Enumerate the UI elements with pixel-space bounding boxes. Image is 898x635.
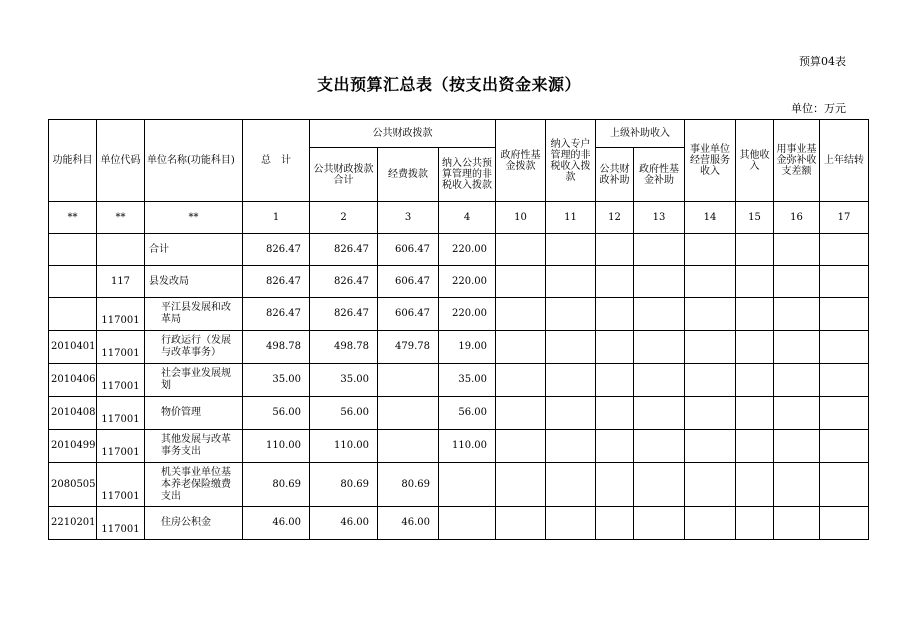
empty-cell	[820, 266, 869, 298]
total-cell: 46.00	[243, 507, 310, 540]
col-header-higher-subsidy-group: 上级补助收入	[596, 120, 685, 148]
operating-cell: 606.47	[378, 298, 439, 331]
empty-cell	[596, 234, 634, 266]
empty-cell	[685, 397, 736, 430]
unit-name-cell: 合计	[145, 234, 243, 266]
empty-cell	[820, 364, 869, 397]
pf-total-cell: 826.47	[310, 298, 378, 331]
empty-cell	[596, 298, 634, 331]
index-cell: 4	[439, 202, 496, 234]
empty-cell	[634, 397, 685, 430]
empty-cell	[685, 364, 736, 397]
empty-cell	[685, 298, 736, 331]
empty-cell	[820, 298, 869, 331]
operating-cell	[378, 364, 439, 397]
operating-cell	[378, 430, 439, 463]
total-cell: 35.00	[243, 364, 310, 397]
empty-cell	[546, 364, 596, 397]
empty-cell	[685, 266, 736, 298]
empty-cell	[820, 331, 869, 364]
empty-cell	[496, 430, 546, 463]
empty-cell	[634, 430, 685, 463]
empty-cell	[774, 266, 820, 298]
non-tax-cell: 220.00	[439, 266, 496, 298]
table-row	[49, 507, 869, 540]
empty-cell	[546, 397, 596, 430]
unit-code-cell	[97, 234, 145, 266]
func-code-cell	[49, 298, 97, 331]
empty-cell	[820, 397, 869, 430]
pf-total-cell: 826.47	[310, 234, 378, 266]
total-cell: 826.47	[243, 298, 310, 331]
empty-cell	[546, 298, 596, 331]
table-row	[49, 430, 869, 463]
empty-cell	[634, 298, 685, 331]
unit-name-cell: 其他发展与改革事务支出	[145, 430, 243, 463]
col-header-higher-public: 公共财政补助	[596, 148, 634, 202]
col-header-public-finance-group: 公共财政拨款	[310, 120, 496, 148]
func-code-cell	[49, 266, 97, 298]
unit-code-cell: 117	[97, 266, 145, 298]
empty-cell	[596, 397, 634, 430]
empty-cell	[596, 364, 634, 397]
table-row	[49, 364, 869, 397]
empty-cell	[496, 364, 546, 397]
empty-cell	[546, 234, 596, 266]
empty-cell	[736, 430, 774, 463]
table-row	[49, 298, 869, 331]
total-cell: 826.47	[243, 266, 310, 298]
empty-cell	[774, 331, 820, 364]
empty-cell	[774, 430, 820, 463]
empty-cell	[596, 331, 634, 364]
index-cell: 1	[243, 202, 310, 234]
empty-cell	[820, 507, 869, 540]
pf-total-cell: 110.00	[310, 430, 378, 463]
col-header-higher-gov-fund: 政府性基金补助	[634, 148, 685, 202]
func-code-cell: 2010408	[49, 397, 97, 430]
table-row	[49, 463, 869, 507]
col-header-fund-balance: 用事业基金弥补收支差额	[774, 120, 820, 202]
empty-cell	[736, 364, 774, 397]
empty-cell	[820, 430, 869, 463]
form-number: 预算04表	[799, 55, 846, 68]
empty-cell	[736, 397, 774, 430]
empty-cell	[685, 430, 736, 463]
empty-cell	[596, 430, 634, 463]
empty-cell	[496, 397, 546, 430]
empty-cell	[546, 266, 596, 298]
index-cell: 12	[596, 202, 634, 234]
col-header-other-income: 其他收入	[736, 120, 774, 202]
empty-cell	[634, 331, 685, 364]
index-cell: 11	[546, 202, 596, 234]
table-row	[49, 266, 869, 298]
unit-code-cell: 117001	[97, 331, 145, 364]
non-tax-cell: 56.00	[439, 397, 496, 430]
empty-cell	[634, 463, 685, 507]
non-tax-cell: 35.00	[439, 364, 496, 397]
unit-code-cell: 117001	[97, 364, 145, 397]
unit-name-cell: 行政运行（发展与改革事务）	[145, 331, 243, 364]
index-cell: 13	[634, 202, 685, 234]
col-header-total: 总 计	[243, 120, 310, 202]
index-cell: **	[145, 202, 243, 234]
empty-cell	[736, 234, 774, 266]
empty-cell	[685, 234, 736, 266]
unit-code-cell: 117001	[97, 298, 145, 331]
col-header-carry-over: 上年结转	[820, 120, 869, 202]
unit-code-cell: 117001	[97, 507, 145, 540]
pf-total-cell: 80.69	[310, 463, 378, 507]
unit-name-cell: 平江县发展和改革局	[145, 298, 243, 331]
empty-cell	[496, 463, 546, 507]
operating-cell	[378, 397, 439, 430]
col-header-non-tax: 纳入公共预算管理的非税收入拨款	[439, 148, 496, 202]
empty-cell	[596, 266, 634, 298]
unit-code-cell: 117001	[97, 463, 145, 507]
unit-name-cell: 住房公积金	[145, 507, 243, 540]
unit-code-cell: 117001	[97, 397, 145, 430]
non-tax-cell	[439, 507, 496, 540]
pf-total-cell: 46.00	[310, 507, 378, 540]
empty-cell	[634, 507, 685, 540]
index-cell: 16	[774, 202, 820, 234]
empty-cell	[685, 331, 736, 364]
index-cell: **	[97, 202, 145, 234]
col-header-special-non-tax: 纳入专户管理的非税收入拨款	[546, 120, 596, 202]
func-code-cell: 2080505	[49, 463, 97, 507]
index-cell: 14	[685, 202, 736, 234]
col-header-func-code: 功能科目	[49, 120, 97, 202]
empty-cell	[736, 507, 774, 540]
table-row	[49, 234, 869, 266]
index-cell: 17	[820, 202, 869, 234]
col-header-operating: 经费拨款	[378, 148, 439, 202]
empty-cell	[774, 234, 820, 266]
pf-total-cell: 35.00	[310, 364, 378, 397]
empty-cell	[736, 266, 774, 298]
func-code-cell: 2010499	[49, 430, 97, 463]
col-header-unit-code: 单位代码	[97, 120, 145, 202]
empty-cell	[496, 507, 546, 540]
pf-total-cell: 826.47	[310, 266, 378, 298]
unit-code-cell: 117001	[97, 430, 145, 463]
non-tax-cell: 220.00	[439, 298, 496, 331]
col-header-business-income: 事业单位经营服务收入	[685, 120, 736, 202]
total-cell: 56.00	[243, 397, 310, 430]
operating-cell: 479.78	[378, 331, 439, 364]
unit-name-cell: 社会事业发展规划	[145, 364, 243, 397]
empty-cell	[774, 364, 820, 397]
empty-cell	[634, 266, 685, 298]
index-row	[49, 202, 869, 234]
empty-cell	[546, 430, 596, 463]
table-row	[49, 331, 869, 364]
total-cell: 826.47	[243, 234, 310, 266]
empty-cell	[685, 463, 736, 507]
operating-cell: 46.00	[378, 507, 439, 540]
table-row	[49, 397, 869, 430]
page-title: 支出预算汇总表（按支出资金来源）	[316, 75, 581, 94]
total-cell: 80.69	[243, 463, 310, 507]
pf-total-cell: 56.00	[310, 397, 378, 430]
operating-cell: 606.47	[378, 234, 439, 266]
empty-cell	[685, 507, 736, 540]
empty-cell	[546, 463, 596, 507]
func-code-cell: 2010401	[49, 331, 97, 364]
unit-name-cell: 物价管理	[145, 397, 243, 430]
operating-cell: 606.47	[378, 266, 439, 298]
empty-cell	[496, 234, 546, 266]
operating-cell: 80.69	[378, 463, 439, 507]
func-code-cell: 2210201	[49, 507, 97, 540]
non-tax-cell: 220.00	[439, 234, 496, 266]
empty-cell	[496, 266, 546, 298]
empty-cell	[546, 507, 596, 540]
func-code-cell	[49, 234, 97, 266]
empty-cell	[496, 298, 546, 331]
index-cell: 2	[310, 202, 378, 234]
empty-cell	[774, 397, 820, 430]
non-tax-cell	[439, 463, 496, 507]
total-cell: 498.78	[243, 331, 310, 364]
index-cell: 3	[378, 202, 439, 234]
unit-name-cell: 机关事业单位基本养老保险缴费支出	[145, 463, 243, 507]
index-cell: 15	[736, 202, 774, 234]
index-cell: 10	[496, 202, 546, 234]
unit-name-cell: 县发改局	[145, 266, 243, 298]
func-code-cell: 2010406	[49, 364, 97, 397]
empty-cell	[774, 507, 820, 540]
empty-cell	[736, 463, 774, 507]
empty-cell	[774, 463, 820, 507]
empty-cell	[736, 331, 774, 364]
pf-total-cell: 498.78	[310, 331, 378, 364]
non-tax-cell: 19.00	[439, 331, 496, 364]
unit-label: 单位：万元	[791, 102, 846, 115]
col-header-gov-fund: 政府性基金拨款	[496, 120, 546, 202]
empty-cell	[820, 234, 869, 266]
empty-cell	[634, 234, 685, 266]
empty-cell	[634, 364, 685, 397]
empty-cell	[496, 331, 546, 364]
col-header-unit-name: 单位名称(功能科目)	[145, 120, 243, 202]
empty-cell	[820, 463, 869, 507]
empty-cell	[546, 331, 596, 364]
empty-cell	[596, 463, 634, 507]
index-cell: **	[49, 202, 97, 234]
empty-cell	[736, 298, 774, 331]
total-cell: 110.00	[243, 430, 310, 463]
budget-table	[48, 119, 869, 540]
empty-cell	[596, 507, 634, 540]
empty-cell	[774, 298, 820, 331]
col-header-pf-total: 公共财政拨款合计	[310, 148, 378, 202]
non-tax-cell: 110.00	[439, 430, 496, 463]
